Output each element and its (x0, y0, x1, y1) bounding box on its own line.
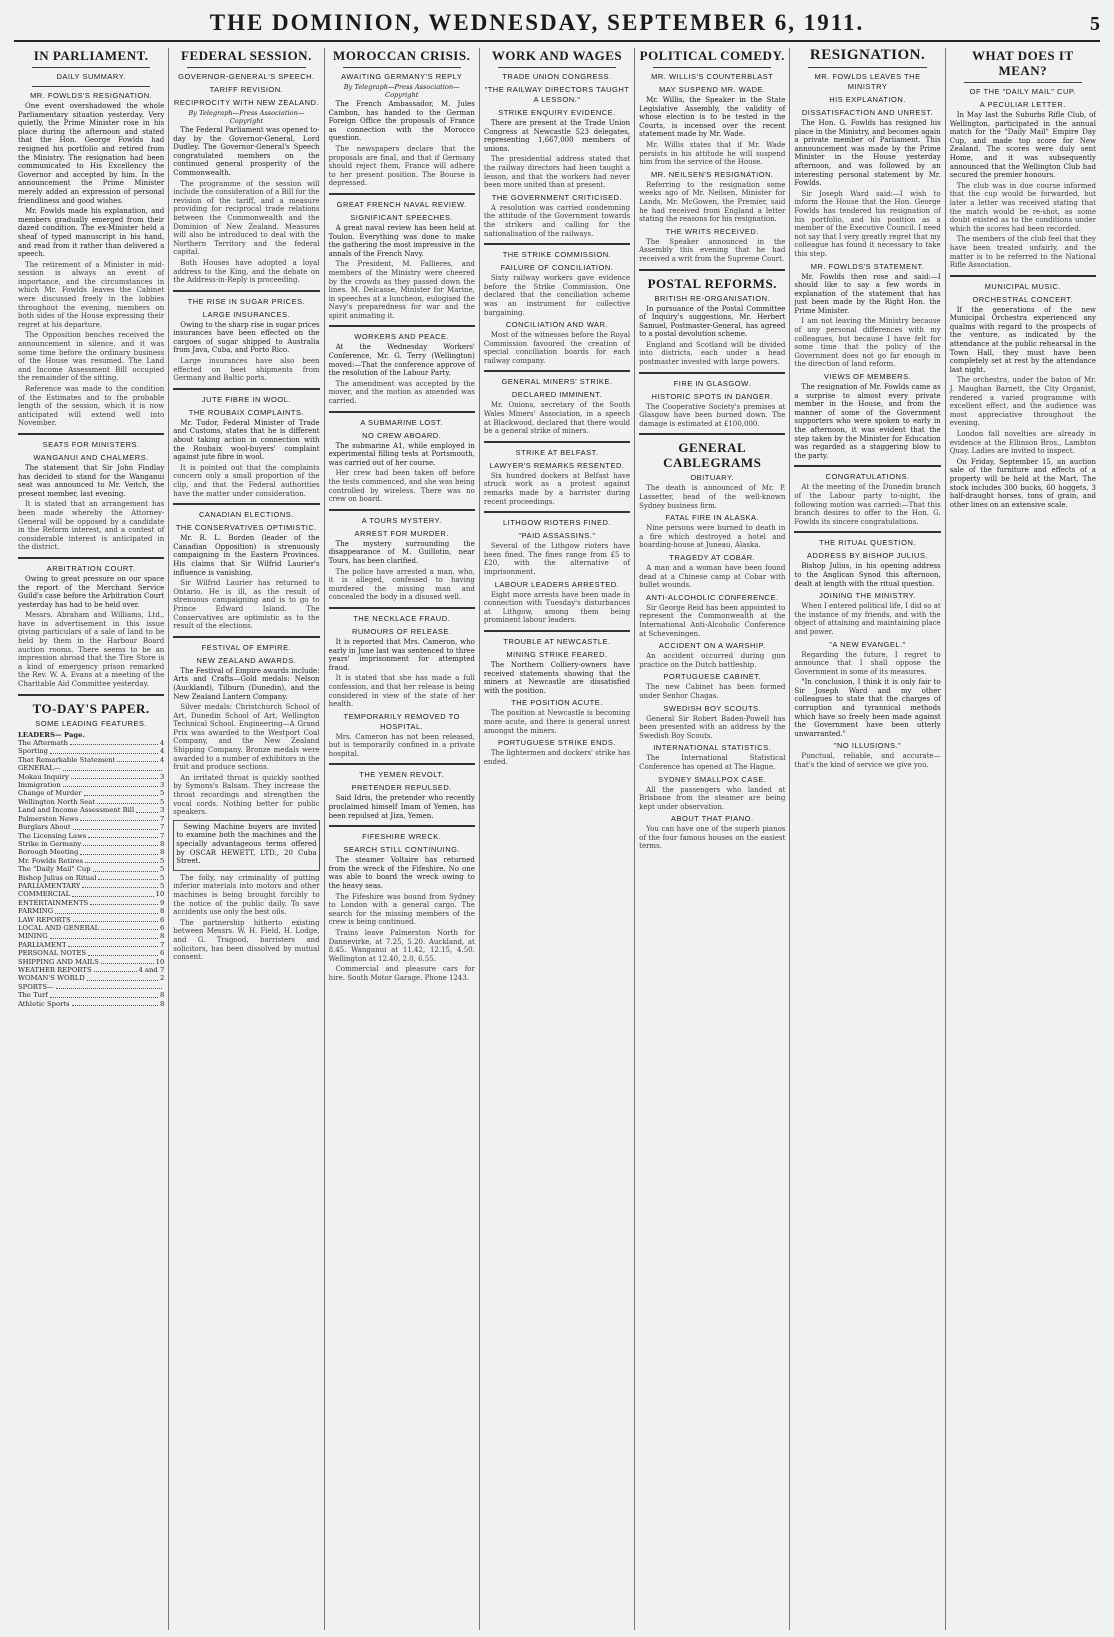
article-paragraph: At the Wednesday Workers' Conference, Mr. G. Terry (Wellington) moved:—That the conference approve of the resolution of the Labour Party. (328, 343, 475, 378)
toc-row (18, 773, 164, 781)
subhead-position-acute: THE POSITION ACUTE. (511, 698, 603, 708)
headline-postal-reforms: POSTAL REFORMS. (647, 275, 777, 291)
subhead-railway: "THE RAILWAY DIRECTORS TAUGHT A LESSON." (484, 85, 630, 104)
headline-political-comedy: POLITICAL COMEDY. (639, 48, 785, 63)
subhead-portuguese-cabinet: PORTUGUESE CABINET. (663, 672, 762, 682)
subhead-search: SEARCH STILL CONTINUING. (343, 845, 461, 855)
toc-page: 8 (159, 932, 165, 941)
subhead-daily-summary: DAILY SUMMARY. (56, 72, 126, 81)
toc-item: PARLIAMENT (18, 940, 67, 949)
subhead-gov-criticised: THE GOVERNMENT CRITICISED. (491, 192, 623, 202)
subhead-arrest: ARREST FOR MURDER. (354, 528, 449, 538)
headline-in-parliament: IN PARLIAMENT. (33, 48, 149, 63)
toc-item: PARLIAMENTARY (18, 881, 81, 890)
column-4: WORK AND WAGES TRADE UNION CONGRESS. "THE RAILWAY DIRECTORS TAUGHT A LESSON." STRIKE ENQUIRY EVIDENCE. There are present at the Trade Union Congress at Newcastle 523 delegates, representing 1,667,000 members of unions. The presidential address stated that the railway directors had been taught a lesson, and that the workers had never been more united than at present. THE GOVERNMENT CRITICISED. A resolution was carried condemning the attitude of the Government towards the strikers and calling for the nationalisation of the railways. THE STRIKE COMMISSION. FAILURE OF CONCILIATION. Sixty railway workers gave evidence before the Strike Commission. One declared that the conciliation scheme was an instrument for collective bargaining. CONCILIATION AND WAR. Most of the witnesses before the Royal Commission favoured the creation of special conciliation boards for each railway company. GENERAL MINERS' STRIKE. DECLARED IMMINENT. Mr. Onions, secretary of the South Wales Miners' Association, in a speech at Blackwood, declared that there would be a general strike of miners. STRIKE AT BELFAST. LAWYER'S REMARKS RESENTED. Six hundred dockers at Belfast have struck work as a protest against remarks made by a barrister during recent proceedings. LITHGOW RIOTERS FINED. "PAID ASSASSINS." Several of the Lithgow rioters have been fined. The fines range from £5 to £20, with the alternative of imprisonment. LABOUR LEADERS ARRESTED. Eight more arrests have been made in connection with Tuesday's disturbances at Lithgow, among them being prominent labour leaders. TROUBLE AT NEWCASTLE. MINING STRIKE FEARED. The Northern Colliery-owners have received statements showing that the miners at Newcastle are dissatisfied with the position. THE POSITION ACUTE. The position at Newcastle is becoming more acute, and there is general unrest amongst the miners. PORTUGUESE STRIKE ENDS. The lightermen and dockers' strike has ended. (479, 48, 634, 1630)
article-paragraph: The mystery surrounding the disappearance of M. Guillotin, near Tours, has been clarified. (328, 539, 475, 565)
toc-item: GENERAL— (18, 764, 61, 773)
article-paragraph: It is reported that Mrs. Cameron, who early in June last was sentenced to three years' imprisonment for attempted fraud. (328, 637, 475, 672)
toc-row (18, 857, 164, 865)
article-paragraph: A great naval review has been held at Toulon. Everything was done to make the gathering the most impressive in the annals of the French Navy. (328, 223, 475, 258)
column-1: IN PARLIAMENT. DAILY SUMMARY. MR. FOWLDS'S RESIGNATION. One event overshadowed the whole Parliamentary situation yesterday. Very quietly, the Prime Minister rose in his place during the afternoon and stated that the Hon. George Fowlds had resigned his portfolio and retired from the Ministry. The resignation had been communicated to His Excellency the Governor and accepted by him. In the announcement the Prime Minister merely added an expression of personal friendliness and good wishes. Mr. Fowlds made his explanation, and members gradually emerged from their dazed condition. The ex-Minister held a sheaf of typed manuscript in his hand, and read from it rather than delivered a speech. The retirement of a Minister in mid-session is always an event of importance, and the circumstances in which Mr. Fowlds leaves the Cabinet were discussed freely in the lobbies throughout the evening, members on both sides of the House expressing their regret at his departure. The Opposition benches received the announcement in silence, and it was some time before the ordinary business of the House was resumed. The Land and Income Assessment Bill occupied the remainder of the sitting. Reference was made to the condition of the Estimates and to the probable length of the session, which it is now anticipated will extend well into November. SEATS FOR MINISTERS. WANGANUI AND CHALMERS. The statement that Sir John Findlay has decided to stand for the Wanganui seat was announced to Mr. Veitch, the present member, last evening. It is stated that an arrangement has been made whereby the Attorney-General will be opposed by a candidate in the Reform interest, and a contest of considerable interest is anticipated in the district. ARBITRATION COURT. Owing to great pressure on our space the report of the Merchant Service Guild's case before the Arbitration Court yesterday has had to be held over. Messrs. Abraham and Williams, Ltd., have in advertisement in this issue giving particulars of a sale of land to be held by them in the Harbour Board auction rooms. There seems to be an impression abroad that the Tire Store is a kind of emergency prison remarked the Rev. W. A. Evans at a meeting of the Charitable Aid Committee yesterday. TO-DAY'S PAPER. SOME LEADING FEATURES. LEADERS— Page. The Aftermath 4 Sporting 4 That Remarkable Statement 4 GENERAL— Mokau Inquiry 3 Immigration 3 Change of Murder 5 Wellington North Seat 5 Land and Income Assessment Bill 3 Palmerston News 7 Burglars About 7 The Licensing Laws 7 Strike in Germany 8 Borough Meeting 8 Mr. Fowlds Retires 5 The "Daily Mail" Cup 5 Bishop Julius on Ritual 5 PARLIAMENTARY 5 COMMERCIAL 10 ENTERTAINMENTS 9 FARMING 8 LAW REPORTS 6 LOCAL AND GENERAL 6 MINING 8 PARLIAMENT 7 PERSONAL NOTES 6 SHIPPING AND MAILS 10 WEATHER REPORTS 4 and 7 WOMAN'S WORLD 2 SPORTS— The Turf 8 Athletic Sports 8 (18, 48, 165, 1008)
subhead-tariff: TARIFF REVISION. (209, 85, 284, 94)
subhead-daily-mail-cup: OF THE "DAILY MAIL" CUP. (969, 87, 1077, 96)
subhead-leaves-ministry: MR. FOWLDS LEAVES THE MINISTRY (814, 72, 921, 91)
article-paragraph: There are present at the Trade Union Congress at Newcastle 523 delegates, representing 1,667,000 members of unions. (483, 119, 631, 153)
toc-row (18, 823, 164, 831)
toc-row (18, 1000, 164, 1008)
toc-row (18, 840, 164, 848)
article-paragraph: Owing to great pressure on our space the report of the Merchant Service Guild's case before the Arbitration Court yesterday has had to be held over. (18, 574, 165, 609)
subhead-trade-union: TRADE UNION CONGRESS. (502, 72, 612, 81)
toc-item: Burglars About (18, 823, 71, 832)
article-paragraph: If the generations of the new Municipal Orchestra experienced any qualms with regard to the prospects of the venture, as indicated by the attendance at the public rehearsal in the Town Hall, they must have been completely set at rest by the attendance last night. (949, 305, 1096, 374)
column-2: FEDERAL SESSION. GOVERNOR-GENERAL'S SPEECH. TARIFF REVISION. RECIPROCITY WITH NEW ZEALAND. By Telegraph—Press Association—Copyright The Federal Parliament was opened to-day by the Governor-General, Lord Dudley. The Governor-General's Speech congratulated members on the continued general prosperity of the Commonwealth. The programme of the session will include the consideration of a Bill for the revision of the tariff, and a measure providing for reciprocal trade relations between the Commonwealth and the Dominion of New Zealand. Measures will also be introduced to deal with the Northern Territory and the federal capital. Both Houses have adopted a loyal address to the King, and the debate on the Address-in-Reply is proceeding. THE RISE IN SUGAR PRICES. LARGE INSURANCES. Owing to the sharp rise in sugar prices insurances have been effected on the cargoes of sugar shipped to Australia from Java, Cuba, and Porto Rico. Large insurances have also been effected on beet shipments from Germany and Baltic ports. JUTE FIBRE IN WOOL. THE ROUBAIX COMPLAINTS. Mr. Tudor, Federal Minister of Trade and Customs, states that he is different about taking action in connection with the Roubaix wool-buyers' complaint against jute fibre in wool. It is pointed out that the complaints concern only a small proportion of the clip, and that the Federal authorities have the matter under consideration. CANADIAN ELECTIONS. THE CONSERVATIVES OPTIMISTIC. Mr. R. L. Borden (leader of the Canadian Opposition) is strenuously campaigning in the Eastern Provinces. His claims that Sir Wilfrid Laurier's influence is vanishing. Sir Wilfrid Laurier has returned to Ontario. He is ill, as the result of strenuous campaigning and is to go to Prince Edward Island. The Conservatives are optimistic as to the result of the elections. FESTIVAL OF EMPIRE. NEW ZEALAND AWARDS. The Festival of Empire awards include: Arts and Crafts—Gold medals: Nelson (Auckland), Tilburn (Dunedin), and the New Zealand Lantern Company. Silver medals: Christchurch School of Art, Dunedin School of Art, Wellington Technical School. Engineering—A Grand Prix was awarded to the Westport Coal Company, and the New Zealand Shipping Company. Bronze medals were awarded to a number of exhibitors in the fruit and produce sections. An irritated throat is quickly soothed by Symons's Balsam. They increase the throat recordings and strengthen the vocal cords. Nothing better for public speakers. Sewing Machine buyers are invited to examine both the machines and the specially advantageous terms offered by OSCAR HEWETT, LTD., 20 Cuba Street. The folly, nay criminality of putting inferior materials into motors and other machines is being brought forcibly to the notice of the public daily. To save accidents use only the best oils. The partnership hitherto existing between Messrs. W. H. Field, H. Lodge, and G. Tragood, barristers and solicitors, has been dissolved by mutual consent. (168, 48, 323, 1630)
subhead-willis: MR. WILLIS'S COUNTERBLAST (651, 72, 774, 81)
subhead-bishop: ADDRESS BY BISHOP JULIUS. (807, 551, 929, 561)
toc-row (18, 874, 164, 882)
toc-page: 3 (159, 806, 165, 815)
subhead-suspend: MAY SUSPEND MR. WADE. (658, 85, 766, 94)
subhead-peculiar-letter: A PECULIAR LETTER. (979, 100, 1066, 109)
toc-page: 4 (159, 739, 165, 748)
article-paragraph: Mr. R. L. Borden (leader of the Canadian Opposition) is strenuously campaigning in the Eastern Provinces. His claims that Sir Wilfrid Laurier's influence is vanishing. (173, 534, 320, 577)
toc-row (18, 789, 164, 797)
subhead-unrest: DISSATISFACTION AND UNREST. (801, 108, 934, 117)
article-paragraph: The Festival of Empire awards include: Arts and Crafts—Gold medals: Nelson (Auckland), Tilburn (Dunedin), and the New Zealand Lantern Company. (173, 666, 320, 701)
toc-row (18, 958, 164, 966)
byline: By Telegraph—Press Association—Copyright (343, 83, 460, 99)
toc-row (18, 798, 164, 806)
toc-item: Immigration (18, 781, 61, 790)
toc-item: The Turf (18, 991, 48, 1000)
column-5: POLITICAL COMEDY. MR. WILLIS'S COUNTERBLAST MAY SUSPEND MR. WADE. Mr. Willis, the Speaker in the State Legislative Assembly, the validity of whose election is to be tested in the Courts, is incensed over the recent statement made by Mr. Wade. Mr. Willis states that if Mr. Wade persists in his attitude he will suspend him from the service of the House. MR. NEILSEN'S RESIGNATION. Referring to the resignation some weeks ago of Mr. Neilsen, Minister for Lands, Mr. McGowen, the Premier, said he had received from England a letter stating the reasons for his resignation. THE WRITS RECEIVED. The Speaker announced in the Assembly this evening that he had received a writ from the Supreme Court. POSTAL REFORMS. BRITISH RE-ORGANISATION. In pursuance of the Postal Committee of Inquiry's suggestions, Mr. Herbert Samuel, Postmaster-General, has agreed to a postal devolution scheme. England and Scotland will be divided into districts, each under a head postmaster invested with large powers. FIRE IN GLASGOW. HISTORIC SPOTS IN DANGER. The Cooperative Society's premises at Glasgow have been burned down. The damage is estimated at £100,000. GENERAL CABLEGRAMS OBITUARY. The death is announced of Mr. P. Lassetter, head of the well-known Sydney business firm. FATAL FIRE IN ALASKA. Nine persons were burned to death in a fire which destroyed a hotel and boarding-house at Juneau, Alaska. TRAGEDY AT COBAR. A man and a woman have been found dead at a Chinese camp at Cobar with bullet wounds. ANTI-ALCOHOLIC CONFERENCE. Sir George Reid has been appointed to represent the Commonwealth at the International Anti-Alcoholic Conference at Scheveningen. ACCIDENT ON A WARSHIP. An accident occurred during gun practice on the Dutch battleship. PORTUGUESE CABINET. The new Cabinet has been formed under Senhor Chagas. SWEDISH BOY SCOUTS. General Sir Robert Baden-Powell has been presented with an address by the Swedish Boy Scouts. INTERNATIONAL STATISTICS. The International Statistical Conference has opened at The Hague. SYDNEY SMALLPOX CASE. All the passengers who landed at Brisbane from the steamer are being kept under observation. ABOUT THAT PIANO. You can have one of the superb pianos of the four famous houses on the easiest terms. (634, 48, 789, 1630)
masthead (14, 10, 1100, 42)
toc-item: FARMING (18, 907, 54, 916)
article-paragraph: The submarine A1, while employed in experimental filling tests at Portsmouth, was carried out of her course. (328, 441, 475, 467)
subhead-leading-features: SOME LEADING FEATURES. (35, 718, 147, 728)
toc-row (18, 983, 164, 991)
toc-page: 10 (155, 890, 165, 899)
subhead-portuguese: PORTUGUESE STRIKE ENDS. (497, 738, 617, 748)
subhead-ritual: THE RITUAL QUESTION. (819, 538, 916, 548)
subhead-rumours: RUMOURS OF RELEASE. (351, 626, 452, 636)
toc-row (18, 781, 164, 789)
toc-item: Wellington North Seat (18, 797, 96, 806)
column-6: RESIGNATION. MR. FOWLDS LEAVES THE MINISTRY HIS EXPLANATION. DISSATISFACTION AND UNREST. The Hon. G. Fowlds has resigned his place in the Ministry, and becomes again a private member of Parliament. This announcement was made by the Prime Minister in the House yesterday afternoon, and was followed by an interesting personal statement by Mr. Fowlds. Sir Joseph Ward said:—I wish to inform the House that the Hon. George Fowlds has tendered his resignation of his portfolio, and his position as a member of the Executive Council. I need not say that I very greatly regret that my colleague has found it necessary to take this step. MR. FOWLDS'S STATEMENT. Mr. Fowlds then rose and said:—I should like to say a few words in explanation of the statement that has just been made by the Right Hon. the Prime Minister. I am not leaving the Ministry because of any personal differences with my colleagues, but because I have felt for some time that the policy of the Government does not go far enough in the direction of land reform. VIEWS OF MEMBERS. The resignation of Mr. Fowlds came as a surprise to almost every private member in the House, and from the manner of some of the Government supporters who were spoken to early in the afternoon, it was evident that the step taken by the Minister for Education was regarded as a staggering blow to the party. CONGRATULATIONS. At the meeting of the Dunedin branch of the Labour party to-night, the following motion was carried:—That this branch desires to offer to the Hon. G. Fowlds its sincere congratulations. THE RITUAL QUESTION. ADDRESS BY BISHOP JULIUS. Bishop Julius, in his opening address to the Anglican Synod this afternoon, dealt at length with the ritual question. JOINING THE MINISTRY. When I entered political life, I did so at the instance of my friends, and with the object of attaining and maintaining place and power. "A NEW EVANGEL." Regarding the future, I regret to announce that I shall oppose the Government in some of its measures. "In conclusion, I think it is only fair to Sir Joseph Ward and my other colleagues to state that the charges of corruption and tyrannical methods which have so freely been made against the Government have been utterly unwarranted." "NO ILLUSIONS." Punctual, reliable, and accurate—that's the kind of service we give you. (789, 48, 944, 1630)
toc-row (18, 907, 164, 915)
subhead-anti-alcoholic: ANTI-ALCOHOLIC CONFERENCE. (645, 592, 779, 602)
toc-page: 8 (159, 907, 165, 916)
article-paragraph: Mr. Willis, the Speaker in the State Legislative Assembly, the validity of whose election is to be tested in the Courts, is incensed over the recent statement made by Mr. Wade. (639, 96, 786, 139)
subhead-statistics: INTERNATIONAL STATISTICS. (653, 743, 772, 753)
headline-federal-session: FEDERAL SESSION. (181, 48, 312, 63)
article-paragraph: The Federal Parliament was opened to-day by the Governor-General, Lord Dudley. The Governor-General's Speech congratulated members on the continued general prosperity of the Commonwealth. (173, 126, 320, 177)
toc-row (18, 764, 164, 772)
toc-row (18, 882, 164, 890)
byline: By Telegraph—Press Association—Copyright (188, 109, 305, 125)
toc-row (18, 848, 164, 856)
subhead-neilsen: MR. NEILSEN'S RESIGNATION. (650, 169, 774, 179)
subhead-fowlds: MR. FOWLDS'S RESIGNATION. (30, 91, 153, 100)
article-paragraph: In May last the Suburbs Rifle Club, of Wellington, participated in the annual match for the "Daily Mail" Empire Day Cup, and made top score for New Zealand. The scores were duly sent Home, and it was subsequently announced that the Wellington Club had secured the premier honours. (949, 111, 1096, 180)
toc-page: 6 (159, 915, 165, 924)
subhead-canadian: CANADIAN ELECTIONS. (198, 510, 294, 520)
subhead-warship: ACCIDENT ON A WARSHIP. (658, 641, 766, 651)
toc-row (18, 966, 164, 974)
subhead-seats: SEATS FOR MINISTERS. (42, 439, 140, 449)
subhead-miners-strike: GENERAL MINERS' STRIKE. (501, 377, 613, 387)
subhead-jute: JUTE FIBRE IN WOOL. (201, 394, 291, 404)
toc-item: Mr. Fowlds Retires (18, 856, 84, 865)
toc-item: Change of Murder (18, 789, 82, 798)
toc-page: 5 (159, 873, 165, 882)
columns (14, 48, 1100, 1630)
article-paragraph: Mr. Fowlds made his explanation, and members gradually emerged from their dazed condition. The ex-Minister held a sheaf of typed manuscript in his hand, and read from it rather than delivered a speech. (18, 207, 165, 259)
subhead-yemen: THE YEMEN REVOLT. (359, 770, 445, 780)
toc-page: 2 (159, 974, 165, 983)
subhead-newcastle: TROUBLE AT NEWCASTLE. (503, 636, 611, 646)
subhead-boy-scouts: SWEDISH BOY SCOUTS. (663, 703, 762, 713)
masthead-title: THE DOMINION, WEDNESDAY, SEPTEMBER 6, 1911. (209, 10, 865, 35)
toc-row (18, 756, 164, 764)
toc-page: 5 (159, 789, 165, 798)
article-paragraph: In pursuance of the Postal Committee of Inquiry's suggestions, Mr. Herbert Samuel, Postmaster-General, has agreed to a postal devolution scheme. (639, 304, 786, 339)
subhead-joining: JOINING THE MINISTRY. (819, 591, 916, 601)
article-paragraph: Said Idris, the pretender who recently proclaimed himself Imam of Yemen, has been repulsed at Jiza, Yemen. (328, 794, 475, 820)
subhead-sugar: THE RISE IN SUGAR PRICES. (187, 296, 306, 306)
article-paragraph: Mr. Fowlds then rose and said:—I should like to say a few words in explanation of the statement that has just been made by the Right Hon. the Prime Minister. (794, 272, 941, 315)
subhead-alaska: FATAL FIRE IN ALASKA. (665, 513, 760, 523)
article-paragraph: The resignation of Mr. Fowlds came as a surprise to almost every private member in the House, and from the manner of some of the Government supporters who were spoken to early in the afternoon, it was evident that the step taken by the Minister for Education was regarded as a staggering blow to the party. (794, 383, 941, 460)
toc-item: LOCAL AND GENERAL (18, 923, 100, 932)
toc-page: 6 (159, 923, 165, 932)
subhead-festival: FESTIVAL OF EMPIRE. (201, 642, 292, 652)
subhead-historic: HISTORIC SPOTS IN DANGER. (651, 391, 774, 401)
toc-page: 4 (159, 747, 165, 756)
subhead-belfast: STRIKE AT BELFAST. (515, 447, 599, 457)
column-7: WHAT DOES IT MEAN? OF THE "DAILY MAIL" CUP. A PECULIAR LETTER. In May last the Suburbs Rifle Club, of Wellington, participated in the annual match for the "Daily Mail" Empire Day Cup, and made top score for New Zealand. The scores were duly sent Home, and it was subsequently announced that the Wellington Club had secured the premier honours. The club was in due course informed that the cup would be forwarded, but later a letter was received stating that the match would be re-shot, as some doubt existed as to the conditions under which the scores had been recorded. The members of the club feel that they have been treated unfairly, and the matter is to be referred to the National Rifle Association. MUNICIPAL MUSIC. ORCHESTRAL CONCERT. If the generations of the new Municipal Orchestra experienced any qualms with regard to the prospects of the venture, as indicated by the attendance at the public rehearsal in the Town Hall, they must have been completely set at rest by the attendance last night. The orchestra, under the baton of Mr. J. Maughan Barnett, the City Organist, rendered a varied programme with excellent effect, and the audience was most appreciative throughout the evening. London fall novelties are already in evidence at the Ellinson Bros., Lambton Quay. Ladies are invited to inspect. On Friday, September 15, an auction sale of the furniture and effects of a property will be held at the Mart. The stock includes 300 bucks, 60 hoggets, 3 half-draught horses, tons of grain, and other lines on an extensive scale. (945, 48, 1100, 1630)
toc-row (18, 890, 164, 898)
toc-row (18, 974, 164, 982)
toc-page: 8 (159, 839, 165, 848)
toc-page: 3 (159, 772, 165, 781)
subhead-evangel: "A NEW EVANGEL." (829, 639, 906, 649)
toc-item: The Licensing Laws (18, 831, 87, 840)
toc-page: 8 (159, 999, 165, 1008)
toc-row (18, 832, 164, 840)
toc-item: Land and Income Assessment Bill (18, 806, 135, 815)
subhead-naval-review: GREAT FRENCH NAVAL REVIEW. (336, 199, 467, 209)
subhead-hospital: TEMPORARILY REMOVED TO HOSPITAL. (343, 711, 460, 731)
headline-todays-paper: TO-DAY'S PAPER. (32, 700, 150, 716)
headline-resignation: RESIGNATION. (809, 48, 926, 63)
toc-page: 8 (159, 991, 165, 1000)
toc-row (18, 941, 164, 949)
subhead-fifeshire: FIFESHIRE WRECK. (362, 832, 442, 842)
toc-row (18, 924, 164, 932)
ad-paragraph: Sewing Machine buyers are invited to examine both the machines and the specially advantageous terms offered by OSCAR HEWETT, LTD., 20 Cuba Street. (176, 822, 317, 866)
subhead-glasgow: FIRE IN GLASGOW. (673, 378, 751, 388)
subhead-speeches: SIGNIFICANT SPEECHES. (350, 212, 454, 222)
subhead-cobar: TRAGEDY AT COBAR. (669, 553, 756, 562)
subhead-strike-commission: THE STRIKE COMMISSION. (502, 250, 612, 260)
article-paragraph: The Hon. G. Fowlds has resigned his place in the Ministry, and becomes again a private member of Parliament. This announcement was made by the Prime Minister in the House yesterday afternoon, and was followed by an interesting personal statement by Mr. Fowlds. (794, 119, 941, 188)
subhead-views: VIEWS OF MEMBERS. (823, 372, 912, 382)
table-of-contents (18, 731, 164, 1008)
subhead-municipal-music: MUNICIPAL MUSIC. (984, 281, 1061, 291)
toc-item: Bishop Julius on Ritual (18, 873, 97, 882)
toc-page: 4 (159, 755, 165, 764)
article-paragraph: "In conclusion, I think it is only fair to Sir Joseph Ward and my other colleagues to state that the charges of corruption and tyrannical methods which have so freely been made against the Government have been utterly unwarranted." (794, 678, 941, 738)
subhead-obituary: OBITUARY. (690, 473, 735, 483)
toc-item: The "Daily Mail" Cup (18, 865, 91, 874)
subhead-germany-reply: AWAITING GERMANY'S REPLY (341, 72, 463, 81)
toc-page: 7 (159, 940, 165, 949)
toc-item: That Remarkable Statement (18, 755, 116, 764)
toc-page: 9 (159, 898, 165, 907)
toc-item: Mokau Inquiry (18, 772, 69, 781)
subhead-no-crew: NO CREW ABOARD. (362, 430, 442, 440)
subhead-lawyers: LAWYER'S REMARKS RESENTED. (489, 460, 625, 470)
toc-row (18, 991, 164, 999)
toc-row (18, 916, 164, 924)
headline-moroccan: MOROCCAN CRISIS. (333, 48, 471, 63)
subhead-workers: WORKERS AND PEACE. (354, 332, 450, 342)
subhead-explanation: HIS EXPLANATION. (829, 95, 906, 104)
article-paragraph: The steamer Voltaire has returned from the wreck of the Fifeshire. No one was able to board the wreck owing to the heavy seas. (328, 856, 475, 891)
subhead-statement: MR. FOWLDS'S STATEMENT. (810, 261, 925, 271)
subhead-strike-evidence: STRIKE ENQUIRY EVIDENCE. (498, 108, 616, 117)
toc-row (18, 806, 164, 814)
toc-page: 5 (159, 797, 165, 806)
subhead-insurances: LARGE INSURANCES. (202, 309, 291, 319)
toc-item: ENTERTAINMENTS (18, 898, 89, 907)
toc-item: Borough Meeting (18, 848, 79, 857)
toc-item: The Aftermath (18, 739, 69, 748)
subhead-piano: ABOUT THAT PIANO. (670, 814, 754, 824)
subhead-conciliation-war: CONCILIATION AND WAR. (505, 320, 609, 330)
toc-row (18, 747, 164, 755)
subhead-writs: THE WRITS RECEIVED. (665, 226, 759, 236)
article-paragraph: Mr. Tudor, Federal Minister of Trade and Customs, states that he is different about taking action in connection with the Roubaix wool-buyers' complaint against jute fibre in wool. (173, 418, 320, 462)
toc-item: MINING (18, 932, 48, 941)
toc-item: SHIPPING AND MAILS (18, 957, 99, 966)
toc-page: 3 (159, 781, 165, 790)
subhead-imminent: DECLARED IMMINENT. (511, 390, 603, 400)
toc-item: PERSONAL NOTES (18, 949, 87, 958)
subhead-tours: A TOURS MYSTERY. (361, 515, 442, 525)
subhead-assassins: "PAID ASSASSINS." (518, 531, 596, 541)
subhead-necklace: THE NECKLACE FRAUD. (353, 613, 451, 623)
headline-work-wages: WORK AND WAGES (491, 48, 623, 63)
toc-item: SPORTS— (18, 982, 54, 991)
subhead-conservatives: THE CONSERVATIVES OPTIMISTIC. (175, 523, 318, 533)
subhead-illusions: "NO ILLUSIONS." (833, 741, 902, 751)
toc-row (18, 865, 164, 873)
article-paragraph: One event overshadowed the whole Parliamentary situation yesterday. Very quietly, the Prime Minister rose in his place during the afternoon and stated that the Hon. George Fowlds had resigned his portfolio and retired from the Ministry. The resignation had been communicated to His Excellency the Governor and accepted by him. In the announcement the Prime Minister merely added an expression of personal friendliness and good wishes. (18, 102, 165, 205)
subhead-congratulations: CONGRATULATIONS. (825, 472, 910, 482)
subhead-nz-awards: NEW ZEALAND AWARDS. (196, 655, 297, 665)
toc-page: 5 (159, 881, 165, 890)
advertisement (173, 820, 319, 871)
toc-item: Sporting (18, 747, 48, 756)
toc-row (18, 949, 164, 957)
toc-item: Strike in Germany (18, 839, 82, 848)
subhead-roubaix: THE ROUBAIX COMPLAINTS. (188, 407, 305, 417)
subhead-british: BRITISH RE-ORGANISATION. (654, 293, 771, 303)
toc-item: WOMAN'S WORLD (18, 974, 85, 983)
subhead-reciprocity: RECIPROCITY WITH NEW ZEALAND. (173, 98, 320, 107)
toc-page: 6 (159, 949, 165, 958)
toc-page: 7 (159, 823, 165, 832)
headline-cablegrams: GENERAL CABLEGRAMS (663, 440, 762, 471)
toc-item: COMMERCIAL (18, 890, 71, 899)
article-paragraph: The statement that Sir John Findlay has decided to stand for the Wanganui seat was announced to Mr. Veitch, the present member, last evening. (18, 463, 165, 498)
article-paragraph: The French Ambassador, M. Jules Cambon, has handed to the German Foreign Office the proposals of France as connection with the Morocco question. (328, 100, 475, 143)
subhead-orchestral: ORCHESTRAL CONCERT. (972, 294, 1074, 304)
subhead-mining-strike: MINING STRIKE FEARED. (506, 649, 608, 659)
subhead-labour-leaders: LABOUR LEADERS ARRESTED. (494, 579, 620, 589)
toc-page: 10 (155, 957, 165, 966)
subhead-wanganui: WANGANUI AND CHALMERS. (33, 452, 149, 462)
page-number: 5 (1090, 13, 1100, 35)
subhead-lithgow: LITHGOW RIOTERS FINED. (502, 518, 612, 528)
toc-row (18, 739, 164, 747)
toc-item: WEATHER REPORTS (18, 966, 92, 974)
toc-page: 5 (159, 856, 165, 865)
toc-row (18, 815, 164, 823)
toc-item: Athletic Sports (18, 999, 70, 1008)
toc-page: 8 (159, 848, 165, 857)
subhead-pretender: PRETENDER REPULSED. (351, 783, 452, 793)
article-paragraph: On Friday, September 15, an auction sale of the furniture and effects of a property will be held at the Mart. The stock includes 300 bucks, 60 hoggets, 3 half-draught horses, tons of grain, and other lines on an extensive scale. (949, 457, 1096, 509)
headline-what-does-it-mean: WHAT DOES IT MEAN? (972, 48, 1074, 78)
subhead-speech: GOVERNOR-GENERAL'S SPEECH. (178, 72, 315, 81)
subhead-arbitration: ARBITRATION COURT. (46, 563, 136, 573)
toc-page: 5 (159, 865, 165, 874)
toc-page: 7 (159, 814, 165, 823)
article-paragraph: Bishop Julius, in his opening address to the Anglican Synod this afternoon, dealt at length with the ritual question. (794, 562, 941, 588)
article-paragraph: Owing to the sharp rise in sugar prices insurances have been effected on the cargoes of sugar shipped to Australia from Java, Cuba, and Porto Rico. (173, 320, 320, 355)
subhead-smallpox: SYDNEY SMALLPOX CASE. (658, 774, 767, 784)
toc-page: 7 (159, 831, 165, 840)
column-3: MOROCCAN CRISIS. AWAITING GERMANY'S REPLY By Telegraph—Press Association—Copyright The French Ambassador, M. Jules Cambon, has handed to the German Foreign Office the proposals of France as connection with the Morocco question. The newspapers declare that the proposals are final, and that if Germany should reject them, France will adhere to her present position. The Bourse is depressed. GREAT FRENCH NAVAL REVIEW. SIGNIFICANT SPEECHES. A great naval review has been held at Toulon. Everything was done to make the gathering the most impressive in the annals of the French Navy. The President, M. Fallieres, and members of the Ministry were cheered by the crowds as they passed down the lines. M. Delcasse, Minister for Marine, in speeches at a luncheon, eulogised the Navy's preparedness for war and the spirit animating it. WORKERS AND PEACE. At the Wednesday Workers' Conference, Mr. G. Terry (Wellington) moved:—That the conference approve of the resolution of the Labour Party. The amendment was accepted by the mover, and the motion as amended was carried. A SUBMARINE LOST. NO CREW ABOARD. The submarine A1, while employed in experimental filling tests at Portsmouth, was carried out of her course. Her crew had been taken off before the tests commenced, and she was being controlled by wireless. There was no crew on board. A TOURS MYSTERY. ARREST FOR MURDER. The mystery surrounding the disappearance of M. Guillotin, near Tours, has been clarified. The police have arrested a man, who, it is alleged, confessed to having murdered the missing man and concealed the body in a disused well. THE NECKLACE FRAUD. RUMOURS OF RELEASE. It is reported that Mrs. Cameron, who early in June last was sentenced to three years' imprisonment for attempted fraud. It is stated that she has made a full confession, and that her release is being considered in view of the state of her health. TEMPORARILY REMOVED TO HOSPITAL. Mrs. Cameron has not been released, but is temporarily confined in a private hospital. THE YEMEN REVOLT. PRETENDER REPULSED. Said Idris, the pretender who recently proclaimed himself Imam of Yemen, has been repulsed at Jiza, Yemen. FIFESHIRE WRECK. SEARCH STILL CONTINUING. The steamer Voltaire has returned from the wreck of the Fifeshire. No one was able to board the wreck owing to the heavy seas. The Fifeshire was bound from Sydney to London with a general cargo. The search for the missing members of the crew is being continued. Trains leave Palmerston North for Dannevirke, at 7.25, 5.20. Auckland, at 8.45. Wanganui at 11.42, 12.15, 4.50. Wellington at 12.40, 2.0, 6.55. Commercial and pleasure cars for hire. South Motor Garage. Phone 1243. (324, 48, 479, 1630)
toc-row (18, 899, 164, 907)
toc-row (18, 932, 164, 940)
toc-item: LAW REPORTS (18, 915, 71, 924)
toc-page: 4 and 7 (138, 966, 165, 974)
toc-heading: LEADERS— Page. (18, 730, 85, 739)
article-paragraph: The Northern Colliery-owners have received statements showing that the miners at Newcastle are dissatisfied with the position. (483, 660, 631, 695)
subhead-submarine: A SUBMARINE LOST. (360, 417, 444, 427)
toc-item: Palmerston News (18, 814, 79, 823)
subhead-failure: FAILURE OF CONCILIATION. (500, 263, 614, 273)
